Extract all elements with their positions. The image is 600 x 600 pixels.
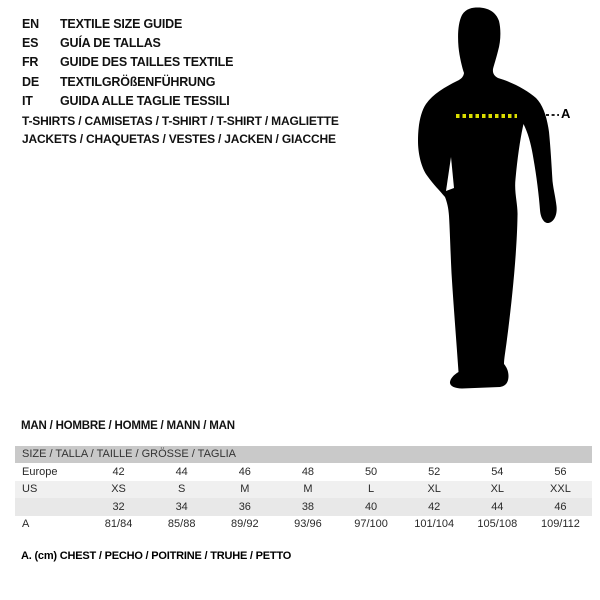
size-cell: 109/112 [540, 518, 580, 531]
language-row [22, 33, 233, 52]
language-title: GUÍA DE TALLAS [60, 35, 161, 50]
size-cell: L [368, 483, 375, 496]
size-cell: 50 [364, 465, 378, 478]
category-jackets: JACKETS / CHAQUETAS / VESTES / JACKEN / GIACCHE [22, 132, 336, 146]
table-row-numeric [15, 498, 592, 516]
size-cell: S [178, 483, 186, 496]
size-cell: 105/108 [477, 518, 518, 531]
size-cell: 48 [301, 465, 315, 478]
measure-label-a: A [561, 106, 571, 121]
size-cell: 32 [112, 500, 125, 513]
language-title: GUIDA ALLE TAGLIE TESSILI [60, 93, 230, 108]
size-cell: 81/84 [104, 518, 133, 531]
language-title: GUIDE DES TAILLES TEXTILE [60, 55, 234, 70]
size-cell: M [303, 483, 313, 496]
category-lines [22, 112, 339, 148]
size-cell: 38 [301, 500, 315, 513]
size-cell: XS [111, 483, 126, 496]
language-code: ES [22, 35, 39, 50]
language-code: IT [22, 93, 33, 108]
size-cell: 56 [554, 465, 567, 478]
size-cell: 54 [491, 465, 504, 478]
language-code: EN [22, 16, 39, 31]
footnote-chest-measure: A. (cm) CHEST / PECHO / POITRINE / TRUHE / PETTO [21, 550, 292, 562]
table-row-chest-a [15, 516, 592, 534]
language-code: DE [22, 74, 39, 89]
size-cell: 93/96 [294, 518, 322, 531]
size-cell: XXL [550, 483, 571, 496]
language-row [22, 53, 233, 72]
size-cell: 34 [175, 500, 188, 513]
size-cell: 40 [364, 500, 378, 513]
table-row-europe [15, 463, 592, 481]
category-tshirts: T-SHIRTS / CAMISETAS / T-SHIRT / T-SHIRT / MAGLIETTE [22, 114, 339, 128]
size-cell: 44 [175, 465, 188, 478]
size-cell: 85/88 [167, 518, 196, 531]
size-cell: 52 [428, 465, 441, 478]
row-label: A [22, 518, 30, 531]
row-label: US [22, 483, 38, 496]
size-table-header: SIZE / TALLA / TAILLE / GRÖSSE / TAGLIA [15, 446, 592, 463]
size-cell: 36 [238, 500, 251, 513]
man-silhouette-figure [400, 1, 580, 399]
size-cell: XL [490, 483, 505, 496]
language-title: TEXTILGRÖßENFÜHRUNG [60, 74, 216, 89]
language-list [22, 14, 233, 110]
size-cell: 46 [554, 500, 567, 513]
language-title: TEXTILE SIZE GUIDE [60, 16, 183, 31]
man-silhouette-shape [418, 8, 557, 389]
size-cell: 42 [112, 465, 125, 478]
language-code: FR [22, 55, 39, 70]
size-cell: M [240, 483, 250, 496]
size-cell: 97/100 [354, 518, 388, 531]
size-cell: 101/104 [414, 518, 455, 531]
size-table [15, 446, 592, 533]
language-row [22, 14, 233, 33]
size-cell: XL [427, 483, 441, 496]
size-cell: 46 [238, 465, 251, 478]
man-silhouette-svg [400, 1, 580, 399]
size-cell: 89/92 [231, 518, 259, 531]
section-title-man: MAN / HOMBRE / HOMME / MANN / MAN [21, 420, 235, 432]
language-row [22, 91, 233, 110]
row-label: Europe [22, 465, 58, 478]
table-row-us [15, 481, 592, 499]
language-row [22, 72, 233, 91]
size-cell: 44 [491, 500, 504, 513]
size-cell: 42 [428, 500, 441, 513]
